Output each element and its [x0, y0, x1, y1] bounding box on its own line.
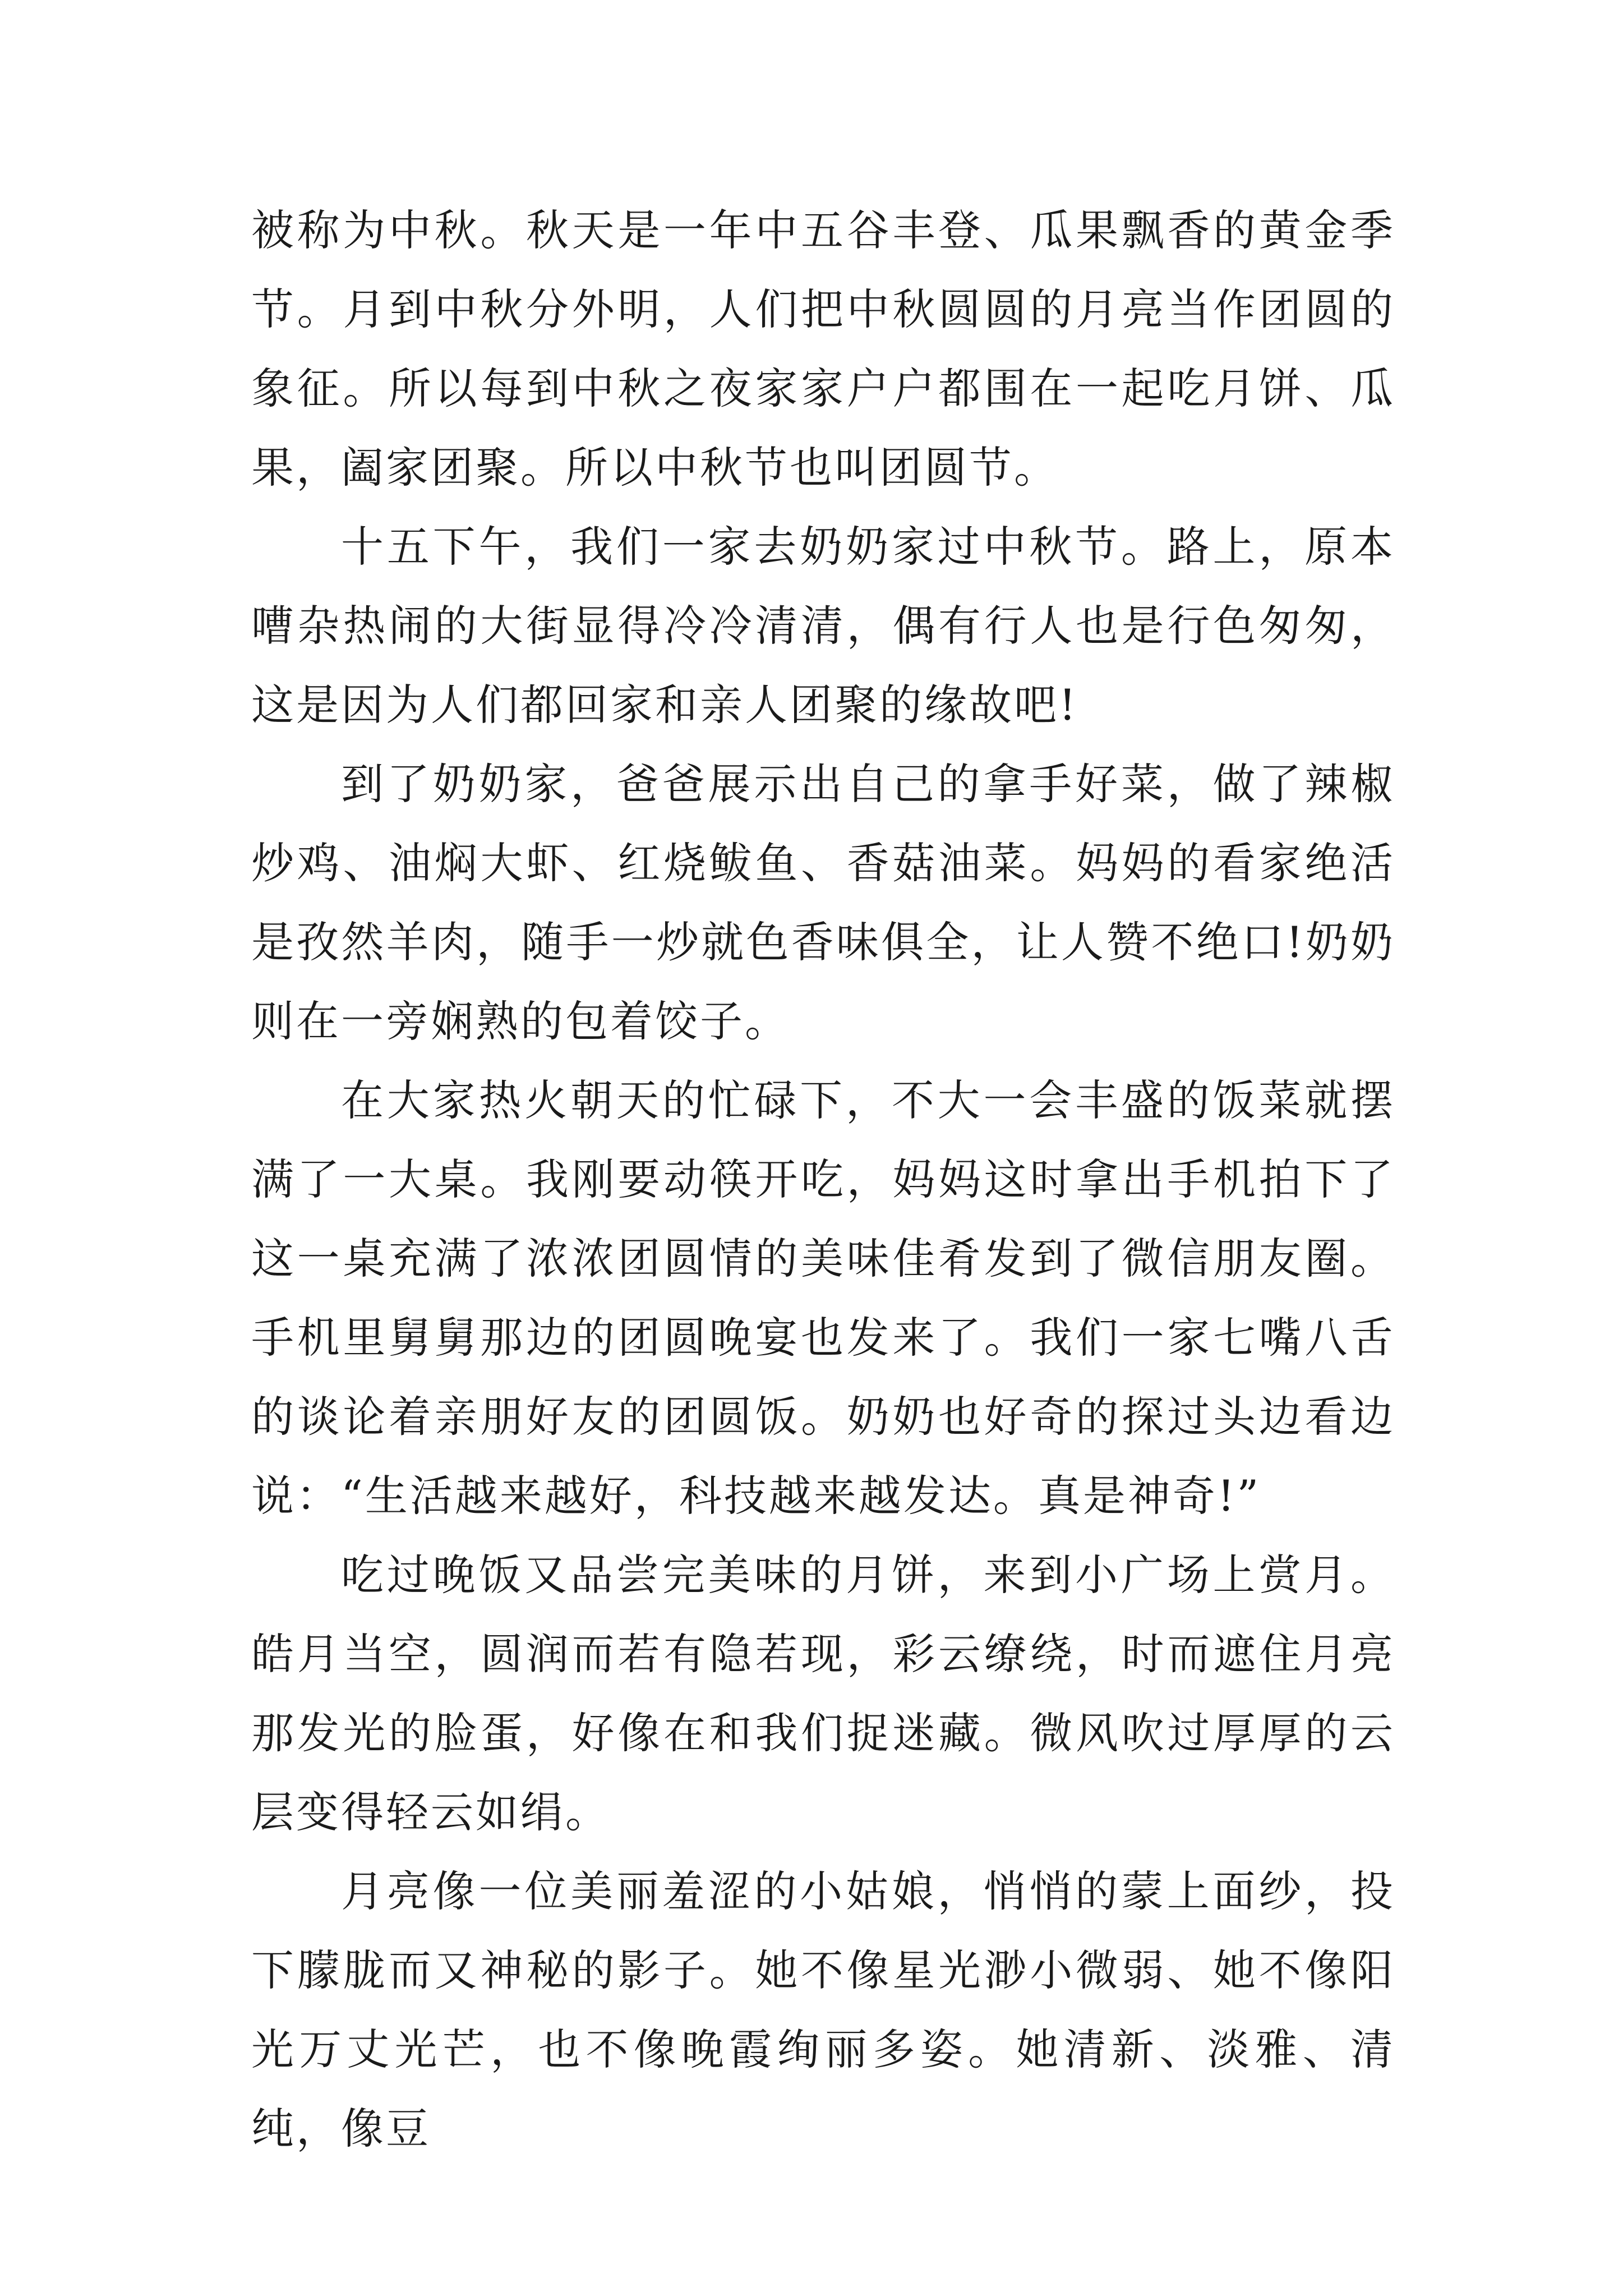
document-body [251, 191, 1395, 2168]
paragraph-5: 吃过晚饭又品尝完美味的月饼，来到小广场上赏月。皓月当空，圆润而若有隐若现，彩云缭绕，时而遮住月亮那发光的脸蛋，好像在和我们捉迷藏。微风吹过厚厚的云层变得轻云如绢。 [251, 1550, 1395, 1837]
paragraph-3: 到了奶奶家，爸爸展示出自己的拿手好菜，做了辣椒炒鸡、油焖大虾、红烧鲅鱼、香菇油菜。妈妈的看家绝活是孜然羊肉，随手一炒就色香味俱全，让人赞不绝口!奶奶则在一旁娴熟的包着饺子。 [251, 759, 1395, 1046]
paragraph-2: 十五下午，我们一家去奶奶家过中秋节。路上，原本嘈杂热闹的大街显得冷冷清清，偶有行人也是行色匆匆，这是因为人们都回家和亲人团聚的缘故吧! [251, 522, 1395, 730]
paragraph-6: 月亮像一位美丽羞涩的小姑娘，悄悄的蒙上面纱，投下朦胧而又神秘的影子。她不像星光渺小微弱、她不像阳光万丈光芒，也不像晚霞绚丽多姿。她清新、淡雅、清纯，像豆 [251, 1866, 1395, 2154]
paragraph-4: 在大家热火朝天的忙碌下，不大一会丰盛的饭菜就摆满了一大桌。我刚要动筷开吃，妈妈这时拿出手机拍下了这一桌充满了浓浓团圆情的美味佳肴发到了微信朋友圈。手机里舅舅那边的团圆晚宴也发来了。我们一家七嘴八舌的谈论着亲朋好友的团圆饭。奶奶也好奇的探过头边看边说：“生活越来越好，科技越来越发达。真是神奇!” [251, 1075, 1395, 1521]
paragraph-1: 被称为中秋。秋天是一年中五谷丰登、瓜果飘香的黄金季节。月到中秋分外明，人们把中秋圆圆的月亮当作团圆的象征。所以每到中秋之夜家家户户都围在一起吃月饼、瓜果，阖家团聚。所以中秋节也叫团圆节。 [251, 205, 1395, 493]
